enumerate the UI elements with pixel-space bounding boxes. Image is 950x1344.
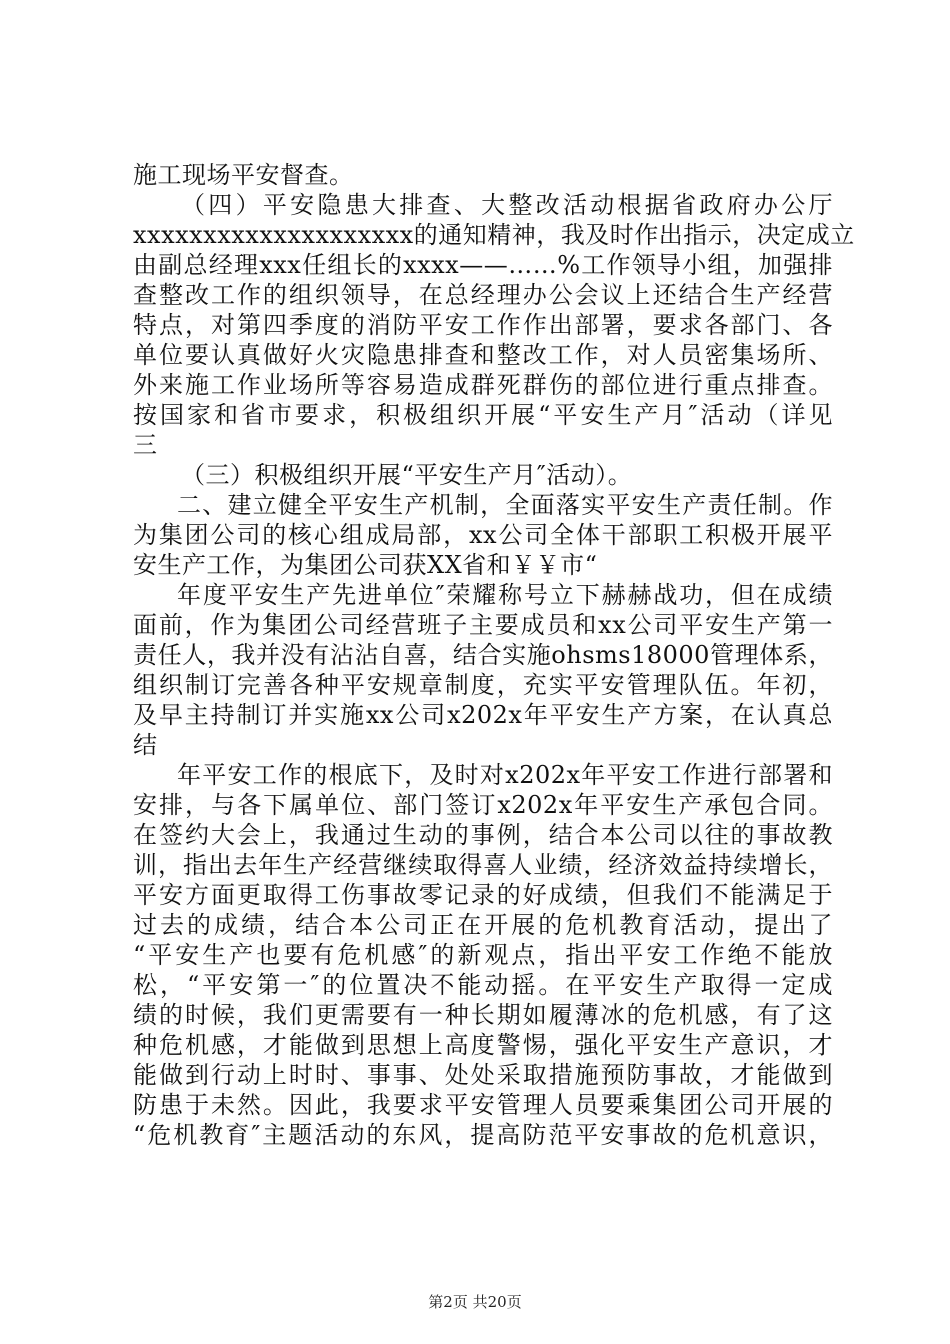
text-line: 按国家和省市要求，积极组织开展“平安生产月″活动（详见 [133, 401, 833, 429]
text-line: 由副总经理xxx任组长的xxxx——……%工作领导小组，加强排 [133, 251, 833, 279]
text-line: 单位要认真做好火灾隐患排查和整改工作，对人员密集场所、 [133, 341, 833, 369]
text-line: 责任人，我并没有沾沾自喜，结合实施ohsms18000管理体系， [133, 641, 833, 669]
page-footer: 第2页 共20页 [428, 1293, 522, 1311]
text-line: 绩的时候，我们更需要有一种长期如履薄冰的危机感，有了这 [133, 1001, 833, 1029]
text-line: 外来施工作业场所等容易造成群死群伤的部位进行重点排查。 [133, 371, 833, 399]
text-line: “危机教育″主题活动的东风，提高防范平安事故的危机意识， [133, 1121, 833, 1149]
text-line: 安排，与各下属单位、部门签订x202x年平安生产承包合同。 [133, 791, 833, 819]
text-line: 安生产工作，为集团公司获XX省和￥￥市“ [133, 551, 598, 579]
text-line: 结 [133, 731, 158, 759]
text-line: 二、建立健全平安生产机制，全面落实平安生产责任制。作 [177, 491, 833, 519]
text-line: 防患于未然。因此，我要求平安管理人员要乘集团公司开展的 [133, 1091, 833, 1119]
text-line: 施工现场平安督查。 [133, 161, 354, 189]
text-line: 面前，作为集团公司经营班子主要成员和xx公司平安生产第一 [133, 611, 833, 639]
text-line: 训，指出去年生产经营继续取得喜人业绩，经济效益持续增长， [133, 851, 833, 879]
text-line: 年平安工作的根底下，及时对x202x年平安工作进行部署和 [177, 761, 833, 789]
text-line: 能做到行动上时时、事事、处处采取措施预防事故，才能做到 [133, 1061, 833, 1089]
text-line: 松，“平安第一″的位置决不能动摇。在平安生产取得一定成 [133, 971, 833, 999]
text-line: 在签约大会上，我通过生动的事例，结合本公司以往的事故教 [133, 821, 833, 849]
text-line: 过去的成绩，结合本公司正在开展的危机教育活动，提出了 [133, 911, 833, 939]
text-line: 种危机感，才能做到思想上高度警惕，强化平安生产意识，才 [133, 1031, 833, 1059]
text-line: 组织制订完善各种平安规章制度，充实平安管理队伍。年初， [133, 671, 833, 699]
text-line: 年度平安生产先进单位″荣耀称号立下赫赫战功，但在成绩 [177, 581, 833, 609]
text-line: 平安方面更取得工伤事故零记录的好成绩，但我们不能满足于 [133, 881, 833, 909]
text-line: （四）平安隐患大排查、大整改活动根据省政府办公厅 [181, 191, 833, 219]
text-line: 特点，对第四季度的消防平安工作作出部署，要求各部门、各 [133, 311, 833, 339]
text-line: 三 [133, 431, 158, 459]
text-line: 查整改工作的组织领导，在总经理办公会议上还结合生产经营 [133, 281, 833, 309]
text-line: xxxxxxxxxxxxxxxxxxxx的通知精神，我及时作出指示，决定成立 [133, 221, 855, 249]
text-line: 为集团公司的核心组成局部，xx公司全体干部职工积极开展平 [133, 521, 833, 549]
text-line: 及早主持制订并实施xx公司x202x年平安生产方案，在认真总 [133, 701, 833, 729]
text-line: （三）积极组织开展“平安生产月″活动）。 [181, 461, 633, 489]
document-body [133, 160, 855, 1150]
text-line: “平安生产也要有危机感″的新观点，指出平安工作绝不能放 [133, 941, 833, 969]
